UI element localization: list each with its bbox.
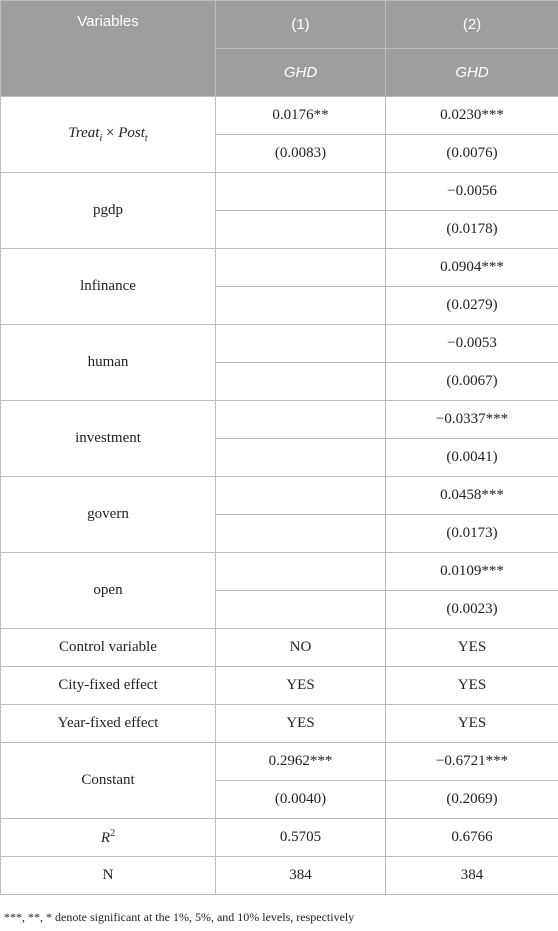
cell-constant-coef-1: 0.2962*** [216,743,386,781]
row-label-year-fe: Year-fixed effect [1,705,216,743]
post-subscript: t [144,133,148,144]
cell-investment-coef-2: −0.0337*** [386,401,558,439]
cell-human-se-1 [216,363,386,401]
cell-open-se-1 [216,591,386,629]
row-label-constant: Constant [1,743,216,819]
table-row-year-fe [1,705,558,743]
cell-lnfinance-se-2: (0.0279) [386,287,558,325]
cell-city-fe-1: YES [216,667,386,705]
table-row-r-squared [1,819,558,857]
row-label-n: N [1,857,216,895]
cell-pgdp-se-2: (0.0178) [386,211,558,249]
cell-investment-coef-1 [216,401,386,439]
table-row-city-fe [1,667,558,705]
header-dep-var-2: GHD [386,49,558,97]
table-row-treat [1,97,558,135]
cell-investment-se-2: (0.0041) [386,439,558,477]
cell-n-2: 384 [386,857,558,895]
treat-subscript: i [99,133,103,144]
cell-city-fe-2: YES [386,667,558,705]
table-row-govern [1,477,558,515]
cell-lnfinance-coef-2: 0.0904*** [386,249,558,287]
table-row-lnfinance [1,249,558,287]
cell-open-coef-2: 0.0109*** [386,553,558,591]
header-variables: Variables [1,1,216,97]
table-row-pgdp [1,173,558,211]
row-label-r-squared [1,819,216,857]
cell-constant-se-2: (0.2069) [386,781,558,819]
cell-investment-se-1 [216,439,386,477]
cell-r-squared-1: 0.5705 [216,819,386,857]
row-label-govern: govern [1,477,216,553]
table-row-n [1,857,558,895]
cell-pgdp-coef-2: −0.0056 [386,173,558,211]
row-label-city-fe: City-fixed effect [1,667,216,705]
row-label-pgdp: pgdp [1,173,216,249]
table-row-constant [1,743,558,781]
cell-constant-coef-2: −0.6721*** [386,743,558,781]
cell-control-2: YES [386,629,558,667]
cell-pgdp-se-1 [216,211,386,249]
cell-treat-se-1: (0.0083) [216,135,386,173]
table-row-open [1,553,558,591]
cell-year-fe-2: YES [386,705,558,743]
header-model-1: (1) [216,1,386,49]
cell-r-squared-2: 0.6766 [386,819,558,857]
cell-govern-se-2: (0.0173) [386,515,558,553]
cell-lnfinance-se-1 [216,287,386,325]
cell-govern-se-1 [216,515,386,553]
cell-control-1: NO [216,629,386,667]
row-label-investment: investment [1,401,216,477]
cell-govern-coef-2: 0.0458*** [386,477,558,515]
cell-human-coef-2: −0.0053 [386,325,558,363]
cell-constant-se-1: (0.0040) [216,781,386,819]
cell-pgdp-coef-1 [216,173,386,211]
table-body [1,97,558,895]
treat-symbol: Treat [68,125,100,141]
table-row-human [1,325,558,363]
r-superscript: 2 [110,828,116,839]
table-footnote: ***, **, * denote significant at the 1%, 5%, and 10% levels, respectively [4,910,355,924]
row-label-lnfinance: lnfinance [1,249,216,325]
r-symbol: R [100,830,111,846]
cell-human-se-2: (0.0067) [386,363,558,401]
times-symbol: × [102,125,119,141]
cell-govern-coef-1 [216,477,386,515]
header-dep-var-1: GHD [216,49,386,97]
cell-human-coef-1 [216,325,386,363]
cell-open-se-2: (0.0023) [386,591,558,629]
table-header [1,1,558,97]
cell-treat-se-2: (0.0076) [386,135,558,173]
cell-treat-coef-1: 0.0176** [216,97,386,135]
row-label-human: human [1,325,216,401]
cell-open-coef-1 [216,553,386,591]
cell-treat-coef-2: 0.0230*** [386,97,558,135]
table-row-investment [1,401,558,439]
row-label-open: open [1,553,216,629]
table-row-control [1,629,558,667]
cell-year-fe-1: YES [216,705,386,743]
row-label-treat [1,97,216,173]
cell-lnfinance-coef-1 [216,249,386,287]
row-label-control: Control variable [1,629,216,667]
header-model-2: (2) [386,1,558,49]
post-symbol: Post [118,125,145,141]
cell-n-1: 384 [216,857,386,895]
